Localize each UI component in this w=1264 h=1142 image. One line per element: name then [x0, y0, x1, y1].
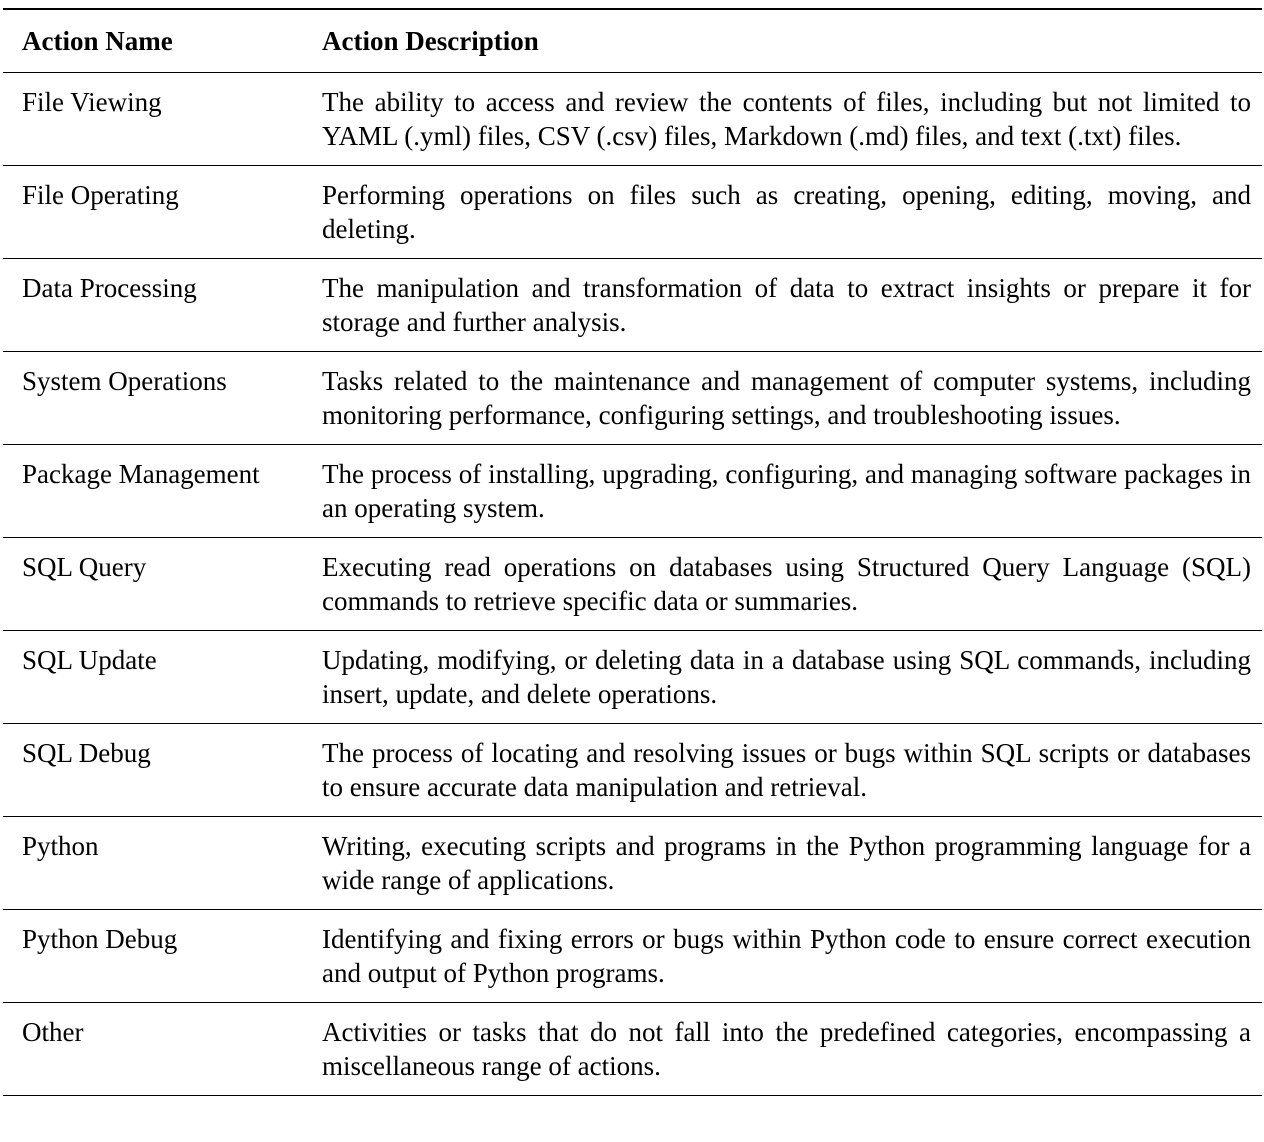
- table-row: [3, 724, 1262, 817]
- table-row: [3, 352, 1262, 445]
- action-description-cell: Writing, executing scripts and programs in the Python programming language for a wide range of applications.: [322, 831, 1251, 895]
- action-name-cell: Other: [22, 1017, 84, 1047]
- action-description-cell: The process of locating and resolving issues or bugs within SQL scripts or databases to ensure accurate data manipulation and retrieval.: [322, 738, 1251, 802]
- table-row: [3, 445, 1262, 538]
- action-name-cell: SQL Query: [22, 552, 147, 582]
- action-description-cell: Performing operations on files such as creating, opening, editing, moving, and deleting.: [322, 180, 1251, 244]
- action-name-cell: Python Debug: [22, 924, 178, 954]
- action-description-cell: Identifying and fixing errors or bugs within Python code to ensure correct execution and output of Python programs.: [322, 924, 1251, 988]
- action-name-cell: Package Management: [22, 459, 260, 489]
- header-action-name: Action Name: [22, 26, 173, 56]
- table-row: [3, 166, 1262, 259]
- table-row: [3, 1003, 1262, 1096]
- table-row: [3, 259, 1262, 352]
- action-description-cell: Executing read operations on databases using Structured Query Language (SQL) commands to retrieve specific data or summaries.: [322, 552, 1251, 616]
- action-name-cell: SQL Debug: [22, 738, 151, 768]
- action-description-cell: Updating, modifying, or deleting data in a database using SQL commands, including insert, update, and delete operations.: [322, 645, 1251, 709]
- action-name-cell: System Operations: [22, 366, 227, 396]
- table-row: [3, 538, 1262, 631]
- action-name-cell: File Operating: [22, 180, 179, 210]
- table-row: [3, 910, 1262, 1003]
- action-name-cell: File Viewing: [22, 87, 162, 117]
- table-row: [3, 631, 1262, 724]
- action-description-cell: Activities or tasks that do not fall into the predefined categories, encompassing a miscellaneous range of actions.: [322, 1017, 1251, 1081]
- action-name-cell: Python: [22, 831, 99, 861]
- table-body: [3, 73, 1262, 1096]
- action-description-cell: The manipulation and transformation of data to extract insights or prepare it for storage and further analysis.: [322, 273, 1251, 337]
- table-header: [3, 9, 1262, 73]
- action-description-cell: The ability to access and review the contents of files, including but not limited to YAML (.yml) files, CSV (.csv) files, Markdown (.md) files, and text (.txt) files.: [322, 87, 1251, 151]
- header-action-description: Action Description: [322, 26, 539, 56]
- action-name-cell: SQL Update: [22, 645, 157, 675]
- action-description-cell: The process of installing, upgrading, configuring, and managing software packages in an operating system.: [322, 459, 1251, 523]
- action-table-container: [3, 8, 1262, 1096]
- action-name-cell: Data Processing: [22, 273, 197, 303]
- header-row: [3, 9, 1262, 73]
- table-row: [3, 73, 1262, 166]
- table-row: [3, 817, 1262, 910]
- action-description-cell: Tasks related to the maintenance and management of computer systems, including monitoring performance, configuring settings, and troubleshooting issues.: [322, 366, 1251, 430]
- action-table: [3, 8, 1262, 1096]
